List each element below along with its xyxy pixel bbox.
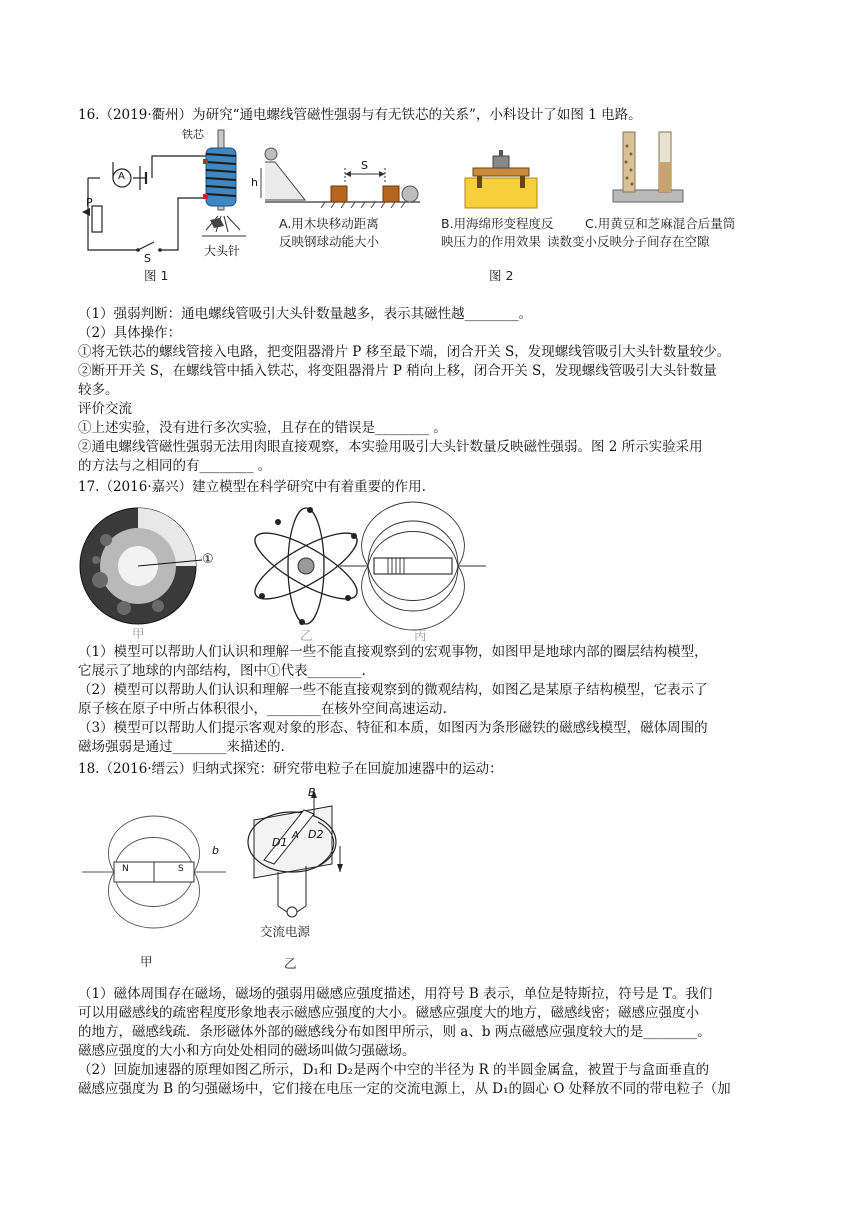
fig2-a-line1: A.用木块移动距离 bbox=[279, 216, 379, 231]
rheostat-p-label: P bbox=[86, 196, 93, 209]
q18-p2: 可以用磁感线的疏密程度形象地表示磁感应强度的大小。磁感应强度大的地方，磁感线密；磁感应强度小 bbox=[78, 1005, 699, 1021]
q17-p2: 它展示了地球的内部结构，图中①代表________. bbox=[78, 663, 366, 679]
figure-2-caption: 图 2 bbox=[489, 268, 514, 283]
fig2-b-line2: 映压力的作用效果 bbox=[441, 234, 542, 249]
switch-s-label: S bbox=[144, 252, 151, 265]
q17-caption-jia: 甲 bbox=[132, 626, 145, 641]
q16-p7: ①上述实验，没有进行多次实验，且存在的错误是________ 。 bbox=[78, 420, 447, 436]
fig2-b-line1: B.用海绵形变程度反 bbox=[441, 216, 554, 231]
ammeter-a-label: A bbox=[118, 171, 125, 182]
q16-p8: ②通电螺线管磁性强弱无法用肉眼直接观察，本实验用吸引大头针数量反映磁性强弱。图 2 所示实验采用 bbox=[78, 439, 703, 455]
d1-label: D1 bbox=[272, 836, 288, 849]
q17-caption-bing: 丙 bbox=[414, 628, 427, 643]
core-label: 铁芯 bbox=[182, 128, 204, 141]
figure-1-caption: 图 1 bbox=[144, 268, 169, 283]
fig2-s-label: S bbox=[361, 159, 368, 172]
q17-p4: 原子核在原子中所占体积很小，________在核外空间高速运动. bbox=[78, 701, 447, 717]
ac-source-label: 交流电源 bbox=[260, 924, 311, 939]
figure-18 bbox=[78, 786, 378, 976]
q18-p5: （2）回旋加速器的原理如图乙所示，D₁和 D₂是两个中空的半径为 R 的半圆金属盒，被置于与盒面垂直的 bbox=[78, 1062, 710, 1078]
q16-p6: 评价交流 bbox=[78, 401, 132, 417]
magnet-n-label: N bbox=[122, 864, 129, 874]
q17-stem: 17.（2016·嘉兴）建立模型在科学研究中有着重要的作用. bbox=[78, 479, 426, 495]
fig2-h-label: h bbox=[251, 176, 258, 189]
q18-caption-jia: 甲 bbox=[140, 954, 153, 969]
q16-stem: 16.（2019·衢州）为研究“通电螺线管磁性强弱与有无铁芯的关系”，小科设计了如图 1 电路。 bbox=[78, 107, 642, 123]
point-b-label: b bbox=[212, 844, 219, 857]
q17-p5: （3）模型可以帮助人们提示客观对象的形态、特征和本质，如图丙为条形磁铁的磁感线模型，磁体周围的 bbox=[78, 720, 708, 736]
figure-17-drawings bbox=[78, 500, 478, 640]
earth-marker-label: ① bbox=[202, 552, 214, 567]
figure-18-drawings bbox=[78, 786, 378, 976]
q18-caption-yi: 乙 bbox=[284, 956, 297, 971]
q17-p1: （1）模型可以帮助人们认识和理解一些不能直接观察到的宏观事物，如图甲是地球内部的圈层结构模型， bbox=[78, 644, 708, 660]
q18-p4: 磁感应强度的大小和方向处处相同的磁场叫做匀强磁场。 bbox=[78, 1043, 416, 1059]
q16-p4: ②断开开关 S，在螺线管中插入铁芯，将变阻器滑片 P 稍向上移，闭合开关 S，发现螺线管吸引大头针数量 bbox=[78, 363, 717, 379]
q16-p2: （2）具体操作： bbox=[78, 325, 182, 341]
q17-caption-yi: 乙 bbox=[300, 628, 313, 643]
point-a-label: A bbox=[292, 830, 299, 841]
q16-p9: 的方法与之相同的有________ 。 bbox=[78, 458, 272, 474]
fig2-c-line1: C.用黄豆和芝麻混合后量筒 bbox=[585, 216, 736, 231]
circuit-diagram bbox=[78, 126, 258, 286]
pin-label: 大头针 bbox=[204, 244, 241, 258]
q18-p1: （1）磁体周围存在磁场，磁场的强弱用磁感应强度描述，用符号 B 表示，单位是特斯拉，符号是 T。我们 bbox=[78, 986, 713, 1002]
figure-17 bbox=[78, 500, 478, 643]
figure-1-circuit bbox=[78, 126, 258, 286]
fig2-a-line2: 反映钢球动能大小 bbox=[279, 234, 380, 249]
d2-label: D2 bbox=[308, 828, 324, 841]
q17-p6: 磁场强弱是通过________来描述的. bbox=[78, 739, 285, 755]
q17-p3: （2）模型可以帮助人们认识和理解一些不能直接观察到的微观结构，如图乙是某原子结构模型，它表示了 bbox=[78, 682, 708, 698]
fig2-c-line2: 读数变小反映分子间存在空隙 bbox=[547, 234, 710, 249]
q16-p3: ①将无铁芯的螺线管接入电路，把变阻器滑片 P 移至最下端，闭合开关 S，发现螺线管吸引大头针数量较少。 bbox=[78, 344, 731, 360]
q18-p3: 的地方，磁感线疏．条形磁体外部的磁感线分布如图甲所示，则 a、b 两点磁感应强度较大的是________。 bbox=[78, 1024, 711, 1040]
q18-stem: 18.（2016·缙云）归纳式探究：研究带电粒子在回旋加速器中的运动： bbox=[78, 761, 503, 777]
q16-p1: （1）强弱判断：通电螺线管吸引大头针数量越多，表示其磁性越________。 bbox=[78, 306, 533, 322]
q16-p5: 较多。 bbox=[78, 382, 119, 398]
figure-2 bbox=[251, 126, 775, 286]
magnet-s-label: S bbox=[178, 864, 184, 874]
field-b-label: B bbox=[308, 786, 316, 799]
figure-2-drawings bbox=[255, 126, 775, 286]
q18-p6: 磁感应强度为 B 的匀强磁场中，它们接在电压一定的交流电源上，从 D₁的圆心 O 处释放不同的带电粒子（加 bbox=[78, 1081, 731, 1097]
